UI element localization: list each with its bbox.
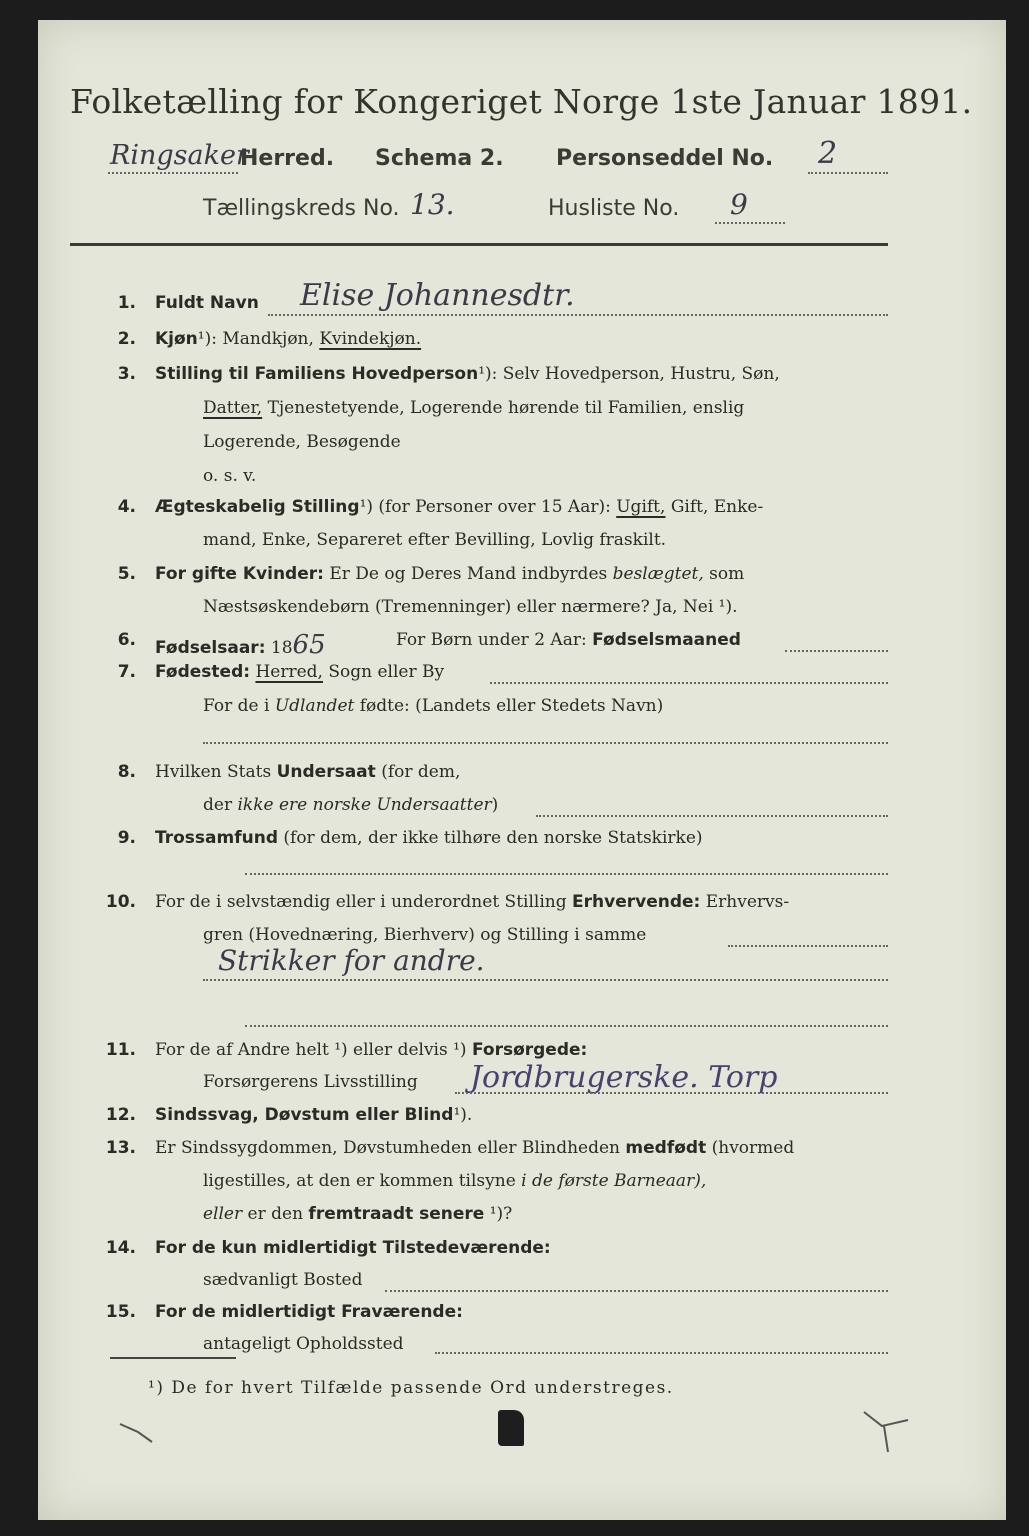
q10-dotted-line-1	[728, 945, 888, 947]
q13-text-3: er den	[247, 1204, 304, 1224]
q5-line-1	[155, 564, 744, 584]
q7-label: Fødested:	[155, 662, 251, 682]
q3-text-3: Logerende, Besøgende	[203, 432, 401, 452]
q8-italic: ikke ere norske Undersaatter	[237, 795, 492, 815]
q6-line	[155, 630, 326, 660]
q7-text-1: Sogn eller By	[328, 662, 445, 682]
q7-dotted-line-2	[203, 742, 888, 744]
q7-line-1	[155, 662, 444, 682]
q9-dotted-line	[245, 873, 888, 875]
q14-number: 14.	[105, 1238, 136, 1258]
q11-text-2: Forsørgerens Livsstilling	[203, 1072, 418, 1092]
husliste-dotted-line	[715, 222, 785, 224]
q7-number: 7.	[117, 662, 136, 682]
q4-label: Ægteskabelig Stilling	[155, 497, 360, 517]
q10-text-1: For de i selvstændig eller i underordnet Stilling	[155, 892, 567, 912]
q13-text-3b: ¹)?	[489, 1204, 513, 1224]
q15-text: antageligt Opholdssted	[203, 1334, 404, 1354]
q1-answer: Elise Johannesdtr.	[300, 278, 575, 313]
q1-number: 1.	[117, 293, 136, 313]
q3-text-4: o. s. v.	[203, 466, 257, 486]
q4-number: 4.	[117, 497, 136, 517]
q13-text-1b: (hvormed	[711, 1138, 795, 1158]
q3-text-2: Tjenestetyende, Logerende hørende til Familien, enslig	[267, 398, 745, 418]
q8-dotted-line	[536, 815, 888, 817]
schema-label: Schema 2.	[375, 146, 504, 171]
q15-label: For de midlertidigt Fraværende:	[155, 1302, 463, 1322]
q1-label: Fuldt Navn	[155, 293, 259, 313]
q8-line-2	[203, 795, 498, 815]
q10-line-1	[155, 892, 789, 912]
q9-line	[155, 828, 703, 848]
personseddel-dotted-line	[808, 172, 888, 174]
q14-dotted-line	[385, 1290, 888, 1292]
q13-number: 13.	[105, 1138, 136, 1158]
q13-line-1	[155, 1138, 794, 1158]
husliste-value: 9	[730, 188, 748, 221]
q14-text: sædvanligt Bosted	[203, 1270, 363, 1290]
q11-answer: Jordbrugerske. Torp	[470, 1060, 778, 1095]
q2-text: ¹): Mandkjøn,	[197, 329, 314, 349]
ink-blot	[498, 1410, 524, 1446]
q4-line-1	[155, 497, 763, 517]
q6-number: 6.	[117, 630, 136, 650]
q10-dotted-line-2	[203, 979, 888, 981]
q6-label-2: Fødselsmaaned	[592, 630, 741, 650]
personseddel-label: Personseddel No.	[556, 146, 774, 171]
pencil-mark-right	[860, 1408, 920, 1458]
q7-dotted-line-1	[490, 682, 888, 684]
q3-label: Stilling til Familiens Hovedperson	[155, 364, 479, 384]
q4-underlined-answer: Ugift,	[616, 497, 666, 517]
q12-line	[155, 1105, 472, 1125]
herred-handwritten: Ringsaker	[110, 140, 249, 171]
q8-line-1	[155, 762, 460, 782]
q10-dotted-line-3	[245, 1025, 888, 1027]
q7-text-2b: fødte: (Landets eller Stedets Navn)	[359, 696, 664, 716]
q14-label: For de kun midlertidigt Tilstedeværende:	[155, 1238, 551, 1258]
q5-number: 5.	[117, 564, 136, 584]
q5-text-2: Næstsøskendebørn (Tremenninger) eller nærmere? Ja, Nei ¹).	[203, 597, 738, 617]
q3-underlined-answer: Datter,	[203, 398, 263, 418]
q7-line-2	[203, 696, 663, 716]
q5-text-1: Er De og Deres Mand indbyrdes	[329, 564, 608, 584]
q2-number: 2.	[117, 329, 136, 349]
q8-label: Undersaat	[276, 762, 376, 782]
q7-text-2: For de i	[203, 696, 270, 716]
q6-text: For Børn under 2 Aar:	[396, 630, 587, 650]
q9-text: (for dem, der ikke tilhøre den norske Statskirke)	[283, 828, 703, 848]
kreds-value: 13.	[410, 188, 455, 221]
q8-text-2b: )	[491, 795, 499, 815]
q9-label: Trossamfund	[155, 828, 278, 848]
q6-line-b	[396, 630, 741, 650]
footnote: ¹) De for hvert Tilfælde passende Ord understreges.	[148, 1378, 674, 1398]
q12-text: ¹).	[453, 1105, 473, 1125]
q5-label: For gifte Kvinder:	[155, 564, 324, 584]
q10-number: 10.	[105, 892, 136, 912]
personseddel-value: 2	[818, 136, 838, 171]
footnote-rule	[110, 1357, 236, 1359]
q13-label-2: fremtraadt senere	[308, 1204, 485, 1224]
husliste-label: Husliste No.	[548, 196, 680, 221]
q2-underlined-answer: Kvindekjøn.	[319, 329, 422, 349]
header-rule	[70, 243, 888, 246]
form-title: Folketælling for Kongeriget Norge 1ste Januar 1891.	[70, 82, 973, 121]
q10-text-2: gren (Hovednæring, Bierhverv) og Stilling i samme	[203, 925, 647, 945]
q5-italic: beslægtet,	[612, 564, 704, 584]
q8-text-2: der	[203, 795, 233, 815]
q11-dotted-line	[455, 1092, 888, 1094]
q13-label: medfødt	[625, 1138, 707, 1158]
q15-dotted-line	[435, 1352, 888, 1354]
q8-number: 8.	[117, 762, 136, 782]
q5-text-1b: som	[709, 564, 745, 584]
q2-line	[155, 329, 421, 349]
q6-dotted-line	[785, 650, 888, 652]
q8-text-1b: (for dem,	[381, 762, 461, 782]
q2-label: Kjøn	[155, 329, 198, 349]
q3-text-1: ¹): Selv Hovedperson, Hustru, Søn,	[478, 364, 780, 384]
q8-text-1: Hvilken Stats	[155, 762, 272, 782]
q3-line-1	[155, 364, 780, 384]
q10-answer: Strikker for andre.	[218, 944, 485, 977]
q10-label: Erhvervende:	[572, 892, 701, 912]
q13-line-2	[203, 1171, 706, 1191]
q6-answer: 65	[292, 630, 326, 660]
q10-text-1b: Erhvervs-	[705, 892, 790, 912]
q11-line-1	[155, 1040, 587, 1060]
q4-text-2: mand, Enke, Separeret efter Bevilling, Lovlig fraskilt.	[203, 530, 667, 550]
q1-dotted-line	[268, 314, 888, 316]
q13-text-2: ligestilles, at den er kommen tilsyne	[203, 1171, 516, 1191]
q11-text-1: For de af Andre helt ¹) eller delvis ¹)	[155, 1040, 467, 1060]
q13-italic-2: eller	[203, 1204, 243, 1224]
pencil-mark-left	[118, 1420, 158, 1444]
q15-number: 15.	[105, 1302, 136, 1322]
kreds-label: Tællingskreds No.	[203, 196, 400, 221]
herred-label: Herred.	[240, 146, 335, 171]
q4-text-1b: Gift, Enke-	[670, 497, 764, 517]
q6-label: Fødselsaar:	[155, 638, 266, 658]
q13-line-3	[203, 1204, 512, 1224]
q9-number: 9.	[117, 828, 136, 848]
q12-number: 12.	[105, 1105, 136, 1125]
q12-label: Sindssvag, Døvstum eller Blind	[155, 1105, 454, 1125]
q6-prefix: 18	[270, 638, 293, 658]
q7-underlined-answer: Herred,	[255, 662, 323, 682]
q3-line-2	[203, 398, 744, 418]
q3-number: 3.	[117, 364, 136, 384]
herred-dotted-line	[108, 172, 238, 174]
q11-number: 11.	[105, 1040, 136, 1060]
q7-italic: Udlandet	[274, 696, 355, 716]
q4-text-1: ¹) (for Personer over 15 Aar):	[359, 497, 611, 517]
q13-italic: i de første Barneaar),	[521, 1171, 707, 1191]
q13-text-1: Er Sindssygdommen, Døvstumheden eller Blindheden	[155, 1138, 620, 1158]
q11-label: Forsørgede:	[471, 1040, 588, 1060]
